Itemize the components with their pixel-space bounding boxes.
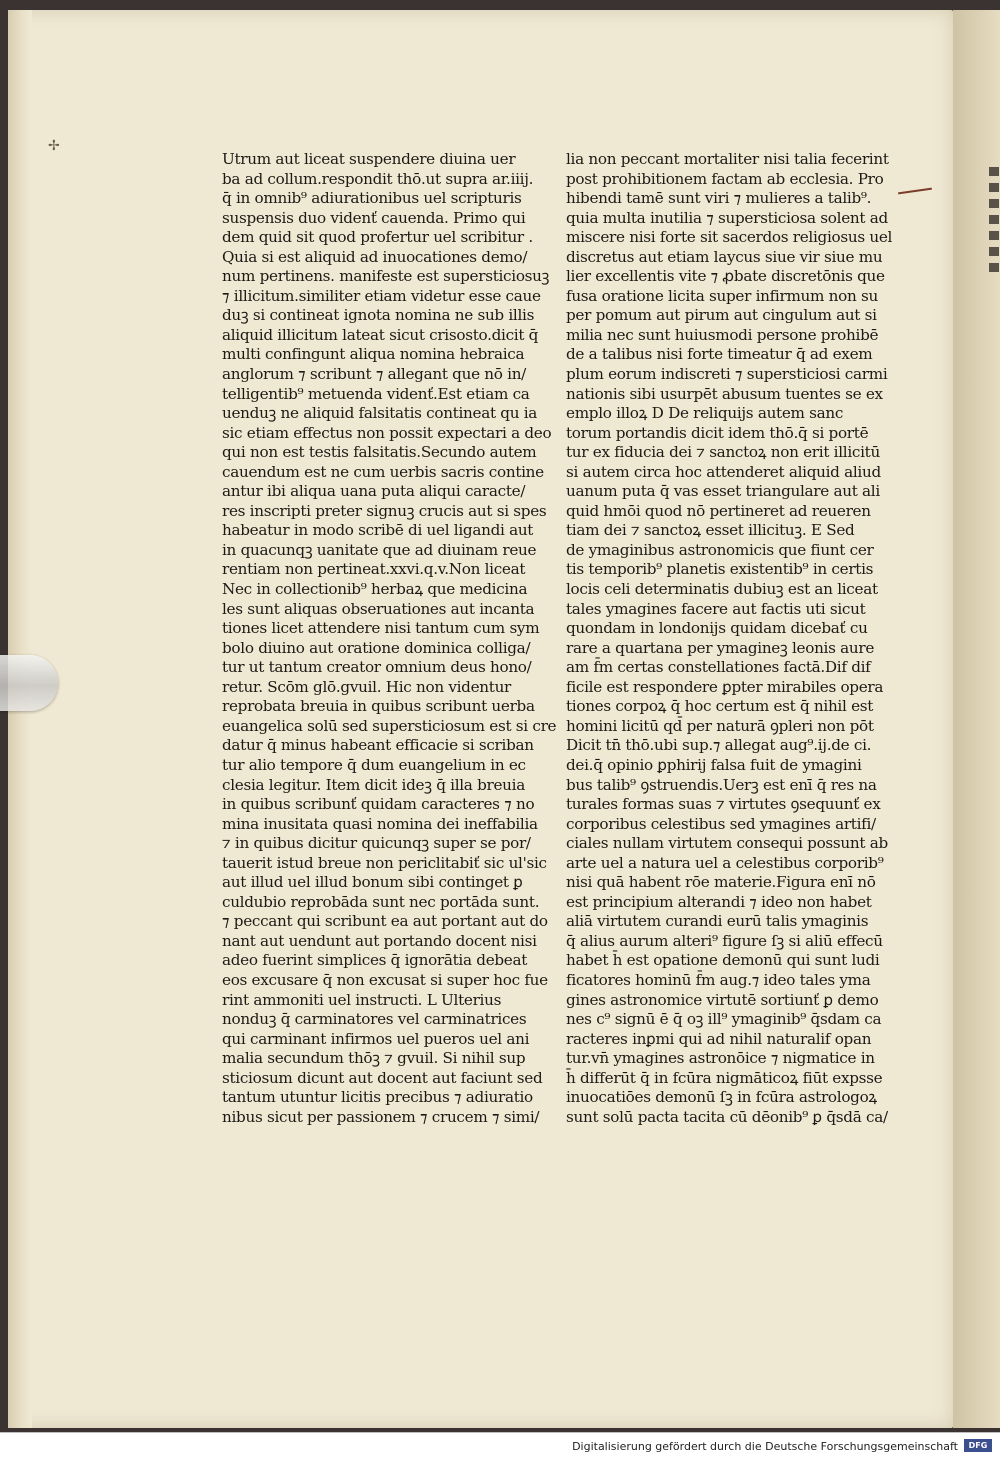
text-line: Utrum aut liceat suspendere diuina uer	[222, 150, 516, 168]
text-column-right	[566, 150, 893, 1127]
text-line: rint ammoniti uel instructi. L Ulterius	[222, 990, 502, 1009]
text-line: locis celi determinatis dubiuꝫ est an liceat	[566, 580, 878, 599]
text-line: de ymaginibus astronomicis que fiunt cer	[566, 540, 874, 559]
text-line: les sunt aliquas obseruationes aut incanta	[222, 599, 535, 618]
text-line: nationis sibi usurpēt abusum tuentes se ex	[566, 384, 883, 403]
text-line: ficile est respondere ꝑpter mirabiles opera	[566, 677, 884, 696]
text-line: rare a quartana per ymagineꝫ leonis aure	[566, 638, 875, 657]
text-line: arte uel a natura uel a celestibus corporib⁹	[566, 853, 884, 872]
text-line: ficatores hominū f̄m aug.⁊ ideo tales yma	[566, 970, 871, 989]
text-line: aut illud uel illud bonum sibi continget ꝑ	[222, 873, 523, 892]
text-line: tis temporib⁹ planetis existentib⁹ in certis	[566, 560, 874, 579]
text-line: malia secundum thōꝫ ⁊ gvuil. Si nihil sup	[222, 1049, 526, 1068]
text-line: tiam dei ⁊ sanctoꝝ esset illicituꝫ. E Sed	[566, 521, 855, 540]
text-line: cauendum est ne cum uerbis sacris contine	[222, 462, 544, 481]
text-line: num pertinens. manifeste est supersticiosuꝫ	[222, 267, 550, 286]
text-line: qui carminant infirmos uel pueros uel ani	[222, 1029, 530, 1048]
text-line: aliā virtutem curandi eurū talis ymaginis	[566, 912, 869, 931]
text-line: quia multa inutilia ⁊ supersticiosa solent ad	[566, 208, 888, 227]
text-line: res inscripti preter signuꝫ crucis aut si spes	[222, 501, 547, 520]
text-line: nant aut uendunt aut portando docent nisi	[222, 931, 537, 950]
margin-mark-icon: ✢	[48, 138, 60, 154]
text-line: ⁊ illicitum.similiter etiam videtur esse caue	[222, 286, 541, 305]
text-line: bus talib⁹ ꝯstruendis.Uerꝫ est enī q̄ res na	[566, 775, 877, 794]
text-line: tur ex fiducia dei ⁊ sanctoꝝ non erit illicitū	[566, 443, 880, 462]
text-line: eos excusare q̄ non excusat si super hoc fue	[222, 970, 548, 989]
text-line: homini licitū qd̄ per naturā ꝯpleri non pōt	[566, 716, 874, 735]
text-line: tiones corpoꝝ q̄ hoc certum est q̄ nihil est	[566, 697, 874, 716]
text-line: nisi quā habent rōe materie.Figura enī nō	[566, 873, 876, 892]
text-line: tauerit istud breue non periclitabiť sic ul'sic	[222, 853, 547, 872]
text-line: lia non peccant mortaliter nisi talia fecerint	[566, 150, 889, 168]
text-line: plum eorum indiscreti ⁊ supersticiosi carmi	[566, 365, 888, 384]
text-line: tur alio tempore q̄ dum euangelium in ec	[222, 755, 526, 774]
text-line: fusa oratione licita super infirmum non su	[566, 286, 878, 305]
text-line: inuocatiōes demonū ſꝫ in fcūra astrologoꝝ	[566, 1088, 877, 1107]
text-line: in quibus scribunť quidam caracteres ⁊ no	[222, 795, 535, 814]
text-line: corporibus celestibus sed ymagines artifi/	[566, 814, 876, 833]
text-line: adeo fuerint simplices q̄ ignorātia debeat	[222, 951, 528, 970]
text-line: post prohibitionem factam ab ecclesia. Pro	[566, 169, 884, 188]
text-line: telligentib⁹ metuenda videnť.Est etiam ca	[222, 384, 530, 403]
page-clip-holder	[0, 655, 58, 711]
funding-credit: Digitalisierung gefördert durch die Deutsche Forschungsgemeinschaft	[572, 1440, 958, 1453]
text-line: bolo diuino aut oratione dominica colliga/	[222, 638, 531, 657]
text-line: de a talibus nisi forte timeatur q̄ ad exem	[566, 345, 873, 364]
text-line: reprobata breuia in quibus scribunt uerba	[222, 697, 535, 716]
text-line: ciales nullam virtutem consequi possunt ab	[566, 834, 888, 853]
text-line: sic etiam effectus non possit expectari a deo	[222, 423, 552, 442]
text-line: am f̄m certas constellationes factā.Dif dif	[566, 658, 871, 677]
text-line: multi confingunt aliqua nomina hebraica	[222, 345, 525, 364]
text-line: tur ut tantum creator omnium deus hono/	[222, 658, 532, 677]
text-line: mina inusitata quasi nomina dei ineffabilia	[222, 814, 538, 833]
text-line: retur. Scōm glō.gvuil. Hic non videntur	[222, 677, 512, 696]
text-line: q̄ alius aurum alteri⁹ figure ſꝫ si aliū effecū	[566, 931, 883, 950]
text-line: nibus sicut per passionem ⁊ crucem ⁊ simi/	[222, 1107, 540, 1126]
text-line: tiones licet attendere nisi tantum cum sym	[222, 619, 540, 638]
adjacent-page-edge	[953, 10, 1000, 1428]
text-line: Nec in collectionib⁹ herbaꝝ que medicina	[222, 580, 528, 599]
text-line: aliquid illicitum lateat sicut crisosto.dicit q̄	[222, 325, 539, 344]
text-line: nes c⁹ signū ē q̄ oꝫ ill⁹ ymaginib⁹ q̄sdam ca	[566, 1010, 882, 1029]
text-line: discretus aut etiam laycus siue vir siue mu	[566, 247, 883, 266]
text-line: ba ad collum.respondit thō.ut supra ar.iiij.	[222, 169, 534, 188]
text-line: si autem circa hoc attenderet aliquid aliud	[566, 462, 881, 481]
text-line: culdubio reprobāda sunt nec portāda sunt.	[222, 892, 540, 911]
text-line: qui non est testis falsitatis.Secundo autem	[222, 443, 537, 462]
text-line: nonduꝫ q̄ carminatores vel carminatrices	[222, 1010, 527, 1029]
text-line: datur q̄ minus habeant efficacie si scriban	[222, 736, 534, 755]
text-line: q̄ in omnib⁹ adiurationibus uel scripturis	[222, 189, 522, 208]
text-line: quondam in londonijs quidam dicebať cu	[566, 619, 868, 638]
text-line: est principium alterandi ⁊ ideo non habet	[566, 892, 872, 911]
adjacent-page-text-fragments	[986, 160, 1000, 320]
text-line: Quia si est aliquid ad inuocationes demo/	[222, 247, 528, 266]
text-line: dei.q̄ opinio ꝑphirij falsa fuit de ymagini	[566, 755, 862, 774]
text-line: anglorum ⁊ scribunt ⁊ allegant que nō in/	[222, 365, 526, 384]
text-line: uanum puta q̄ vas esset triangulare aut ali	[566, 482, 880, 501]
text-line: in quacunqꝫ uanitate que ad diuinam reue	[222, 540, 537, 559]
text-line: turales formas suas ⁊ virtutes ꝯsequunť ex	[566, 795, 881, 814]
page-gutter-edge	[8, 10, 32, 1428]
text-line: clesia legitur. Item dicit ideꝫ q̄ illa breuia	[222, 775, 525, 794]
text-column-left	[222, 150, 557, 1127]
text-line: rentiam non pertineat.xxvi.q.v.Non liceat	[222, 560, 526, 579]
text-line: dem quid sit quod profertur uel scribitur .	[222, 228, 533, 247]
text-line: uenduꝫ ne aliquid falsitatis contineat qu ia	[222, 404, 538, 423]
text-line: suspensis duo videnť cauenda. Primo qui	[222, 208, 526, 227]
text-line: habet h̄ est opatione demonū qui sunt ludi	[566, 951, 880, 970]
text-line: Dicit tn̄ thō.ubi sup.⁊ allegat aug⁹.ij.de ci.	[566, 736, 872, 755]
text-line: milia nec sunt huiusmodi persone prohibē	[566, 325, 879, 344]
text-line: ⁊ in quibus dicitur quicunqꝫ super se por/	[222, 834, 531, 853]
text-line: racteres inꝑmi qui ad nihil naturalif opan	[566, 1029, 872, 1048]
text-line: emplo illoꝝ D De reliquijs autem sanc	[566, 404, 844, 423]
text-line: h̄ differūt q̄ in fcūra nigmāticoꝝ fiūt expsse	[566, 1068, 883, 1087]
text-line: tantum utuntur licitis precibus ⁊ adiuratio	[222, 1088, 533, 1107]
text-line: torum portandis dicit idem thō.q̄ si portē	[566, 423, 869, 442]
text-line: euangelica solū sed supersticiosum est si cre	[222, 716, 557, 735]
text-line: gines astronomice virtutē sortiunť ꝑ demo	[566, 990, 879, 1009]
text-line: antur ibi aliqua uana puta aliqui caracte/	[222, 482, 526, 501]
text-line: duꝫ si contineat ignota nomina ne sub illis	[222, 306, 535, 325]
dfg-logo-icon: DFG	[964, 1439, 992, 1452]
text-line: sunt solū pacta tacita cū dēonib⁹ ꝑ q̄sdā ca/	[566, 1107, 888, 1126]
text-line: sticiosum dicunt aut docent aut faciunt sed	[222, 1068, 543, 1087]
text-line: lier excellentis vite ⁊ ꝓbate discretōnis que	[566, 267, 885, 286]
text-line: per pomum aut pirum aut cingulum aut si	[566, 306, 877, 325]
text-line: ⁊ peccant qui scribunt ea aut portant aut do	[222, 912, 548, 931]
text-line: tales ymagines facere aut factis uti sicut	[566, 599, 866, 618]
text-line: habeatur in modo scribē di uel ligandi aut	[222, 521, 534, 540]
text-line: miscere nisi forte sit sacerdos religiosus uel	[566, 228, 893, 247]
text-line: tur.vn̄ ymagines astronōice ⁊ nigmatice in	[566, 1049, 875, 1068]
text-line: hibendi tamē sunt viri ⁊ mulieres a talib⁹.	[566, 189, 872, 208]
footer-bar	[0, 1432, 1000, 1460]
text-line: quid hmōi quod nō pertineret ad reueren	[566, 501, 871, 520]
